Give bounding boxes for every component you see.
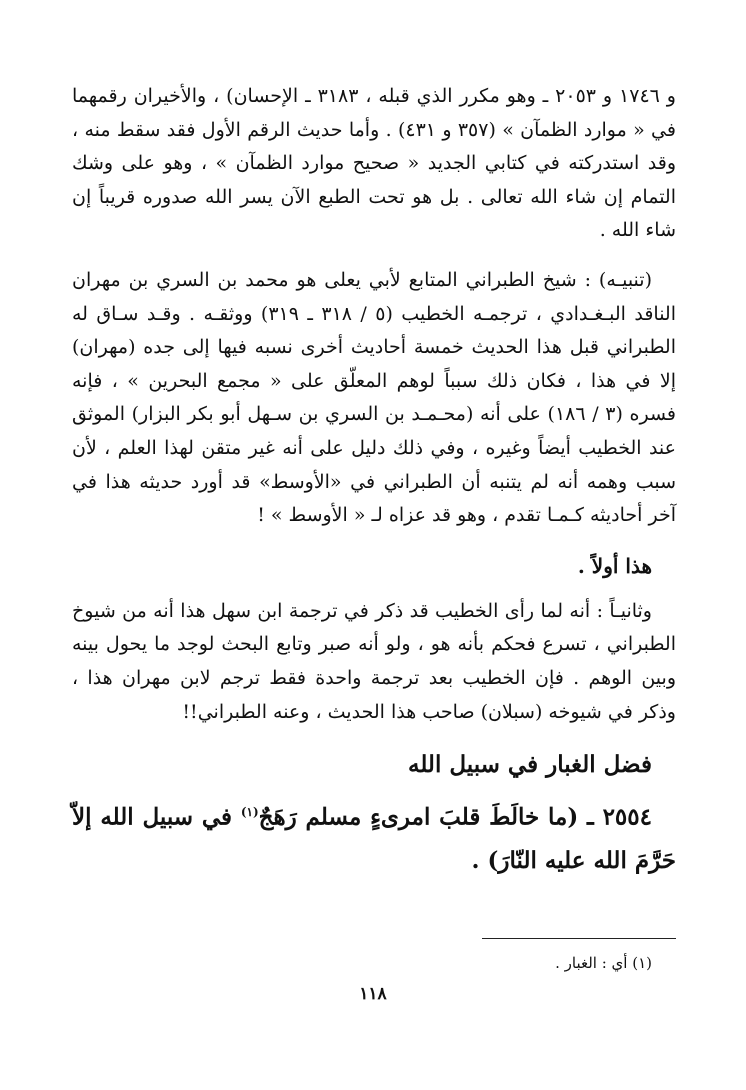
footnote: (١) أي : الغبار .	[555, 954, 652, 972]
paragraph-references: و ١٧٤٦ و ٢٠٥٣ ـ وهو مكرر الذي قبله ، ٣١٨٣ ـ الإحسان) ، والأخيران رقمهما في « موارد الظمآن » (٣٥٧ و ٤٣١) . وأما حديث الرقم الأول فقد سقط منه ، وقد استدركته في كتابي الجديد « صحيح موارد الظمآن » ، وهو على وشك التمام إن شاء الله تعالى . بل هو تحت الطبع الآن يسر الله صدوره قريباً إن شاء الله .	[72, 85, 676, 242]
footnote-marker: (١)	[240, 805, 259, 820]
page-body	[72, 80, 676, 882]
hadith-number: ٢٥٥٤	[602, 803, 652, 831]
first-point-heading: هذا أولاً .	[577, 553, 652, 578]
hadith-text-after-note: في سبيل الله إلاّ حَرَّمَ الله عليه النّارَ) .	[72, 803, 676, 874]
hadith-text	[72, 791, 676, 882]
footnote-divider	[482, 938, 676, 939]
paragraph-second-point: وثانيـاً : أنه لما رأى الخطيب قد ذكر في ترجمة ابن سهل هذا أنه من شيوخ الطبراني ، تسرع فحكم بأنه هو ، ولو أنه صبر وتابع البحث لوجد ما يحول بينه وبين الوهم . فإن الخطيب بعد ترجمة واحدة فقط ترجم لابن مهران هذا ، وذكر في شيوخه (سبلان) صاحب هذا الحديث ، وعنه الطبراني!!	[72, 599, 676, 723]
paragraph-note: (تنبيـه) : شيخ الطبراني المتابع لأبي يعلى هو محمد بن السري بن مهران الناقد البـغـدادي ، ترجمـه الخطيب (٥ / ٣١٨ ـ ٣١٩) ووثقـه . وقـد سـاق له الطبراني قبل هذا الحديث خمسة أحاديث أخرى نسبه فيها إلى جده (مهران) إلا في هذا ، فكان ذلك سبباً لوهم المعلّق على « مجمع البحرين » ، فإنه فسره (٣ / ١٨٦) على أنه (محـمـد بن السري بن سـهل أبو بكر البزار) الموثق عند الخطيب أيضاً وغيره ، وفي ذلك دليل على أنه غير متقن لهذا العلم ، لأن سبب وهمه أنه لم يتنبه أن الطبراني في «الأوسط» قد أورد حديثه هذا في آخر أحاديثه كـمـا تقدم ، وهو قد عزاه لـ « الأوسط » !	[72, 268, 676, 527]
hadith-text-before-note: ـ (ما خالَطَ قلبَ امرىءٍ مسلم رَهَجٌ	[258, 803, 594, 831]
page-number: ١١٨	[359, 984, 387, 1004]
section-title: فضل الغبار في سبيل الله	[407, 751, 652, 779]
